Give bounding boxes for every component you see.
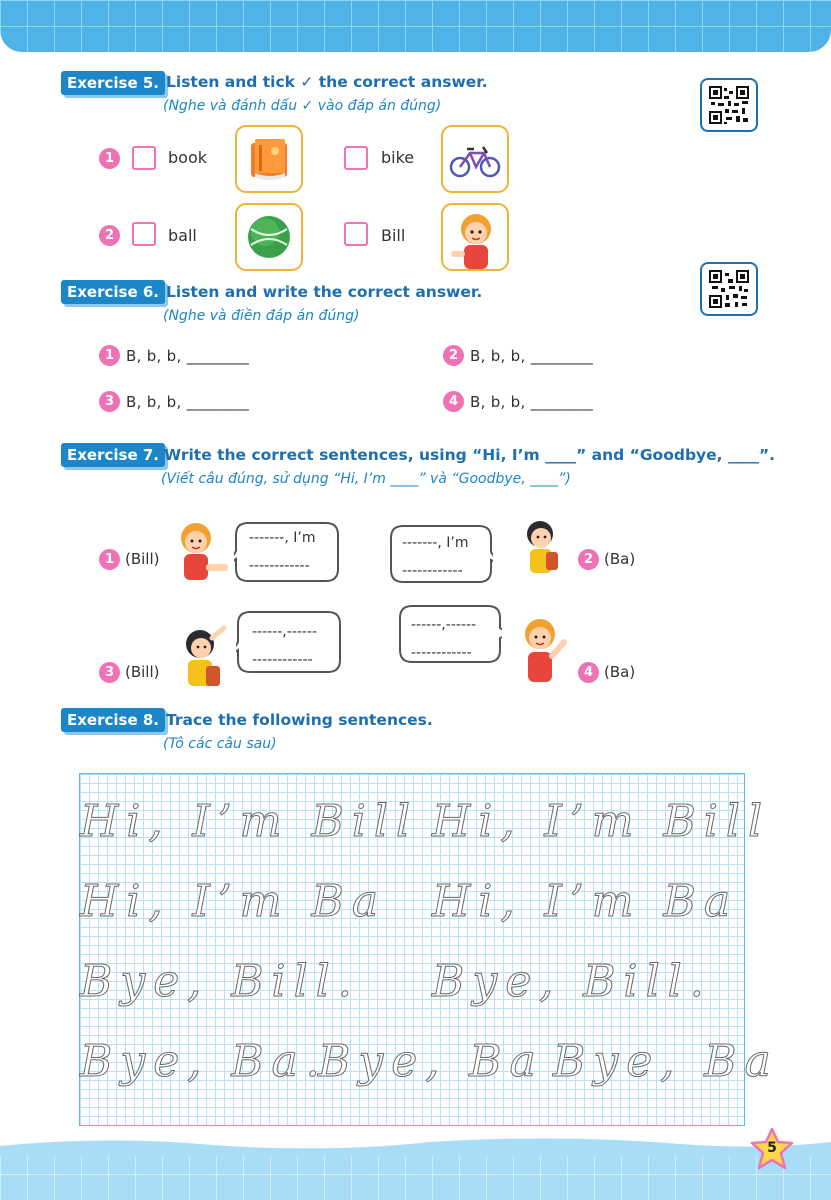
bubble-line[interactable]: ------------ xyxy=(249,558,310,574)
page-number: 5 xyxy=(767,1140,777,1156)
item-number: 2 xyxy=(99,225,120,246)
trace-sentence[interactable]: Hi, I’m Bill xyxy=(432,796,771,847)
exercise6-title: Listen and write the correct answer. xyxy=(166,283,483,301)
bill-character xyxy=(512,614,574,688)
item-number: 1 xyxy=(99,549,120,570)
bubble-line[interactable]: -------, I’m xyxy=(402,535,469,551)
bubble-line[interactable]: ------,------ xyxy=(252,624,318,640)
name-ba: (Ba) xyxy=(604,550,636,568)
bubble-line[interactable]: -------, I’m xyxy=(249,530,316,546)
book-picture xyxy=(235,125,303,193)
bubble-line[interactable]: ------------ xyxy=(411,645,472,661)
trace-sentence[interactable]: Bye, Ba. xyxy=(80,1036,328,1087)
top-banner xyxy=(0,0,831,52)
exercise5-label: Exercise 5. xyxy=(61,71,165,95)
bubble-line[interactable]: ------------ xyxy=(402,563,463,579)
qr-code-icon[interactable] xyxy=(700,262,758,316)
name-bill: (Bill) xyxy=(125,663,160,681)
item-number: 1 xyxy=(99,148,120,169)
trace-sentence[interactable]: Hi, I’m Bill xyxy=(80,796,419,847)
qr-code-icon[interactable] xyxy=(700,78,758,132)
answer-line-2[interactable]: B, b, b, ________ xyxy=(470,347,594,365)
bike-picture xyxy=(441,125,509,193)
bottom-wave xyxy=(0,1136,831,1156)
exercise7-title: Write the correct sentences, using “Hi, I’m ____” and “Goodbye, ____”. xyxy=(164,446,776,464)
name-ba: (Ba) xyxy=(604,663,636,681)
trace-sentence[interactable]: Bye, Ba xyxy=(553,1036,779,1087)
item-number: 1 xyxy=(99,345,120,366)
word-bike: bike xyxy=(381,148,415,167)
bill-character xyxy=(166,518,232,584)
exercise6-subtitle: (Nghe và điền đáp án đúng) xyxy=(163,308,360,324)
bubble-line[interactable]: ------,------ xyxy=(411,617,477,633)
exercise8-subtitle: (Tô các câu sau) xyxy=(163,736,277,752)
checkbox-book[interactable] xyxy=(132,146,156,170)
trace-sentence[interactable]: Hi, I’m Ba xyxy=(432,876,739,927)
trace-sentence[interactable]: Hi, I’m Ba xyxy=(80,876,387,927)
answer-line-3[interactable]: B, b, b, ________ xyxy=(126,393,250,411)
ball-picture xyxy=(235,203,303,271)
bill-picture xyxy=(441,203,509,271)
item-number: 2 xyxy=(578,549,599,570)
item-number: 3 xyxy=(99,391,120,412)
exercise5-subtitle: (Nghe và đánh dấu ✓ vào đáp án đúng) xyxy=(163,98,442,114)
ba-character xyxy=(514,516,570,578)
answer-line-1[interactable]: B, b, b, ________ xyxy=(126,347,250,365)
name-bill: (Bill) xyxy=(125,550,160,568)
word-ball: ball xyxy=(168,226,197,245)
exercise7-subtitle: (Viết câu đúng, sử dụng “Hi, I’m ____” và “Goodbye, ____”) xyxy=(161,471,571,487)
item-number: 4 xyxy=(443,391,464,412)
exercise7-label: Exercise 7. xyxy=(61,443,165,467)
ba-character xyxy=(172,624,232,690)
item-number: 2 xyxy=(443,345,464,366)
item-number: 4 xyxy=(578,662,599,683)
bubble-line[interactable]: ------------ xyxy=(252,652,313,668)
exercise6-label: Exercise 6. xyxy=(61,280,165,304)
trace-sentence[interactable]: Bye, Bill. xyxy=(80,956,360,1007)
checkbox-bill[interactable] xyxy=(344,222,368,246)
exercise5-title: Listen and tick ✓ the correct answer. xyxy=(166,73,488,91)
word-bill: Bill xyxy=(381,226,406,245)
checkbox-ball[interactable] xyxy=(132,222,156,246)
exercise8-title: Trace the following sentences. xyxy=(166,711,433,729)
answer-line-4[interactable]: B, b, b, ________ xyxy=(470,393,594,411)
trace-sentence[interactable]: Bye, Ba xyxy=(318,1036,544,1087)
item-number: 3 xyxy=(99,662,120,683)
checkbox-bike[interactable] xyxy=(344,146,368,170)
word-book: book xyxy=(168,148,207,167)
exercise8-label: Exercise 8. xyxy=(61,708,165,732)
trace-sentence[interactable]: Bye, Bill. xyxy=(432,956,712,1007)
